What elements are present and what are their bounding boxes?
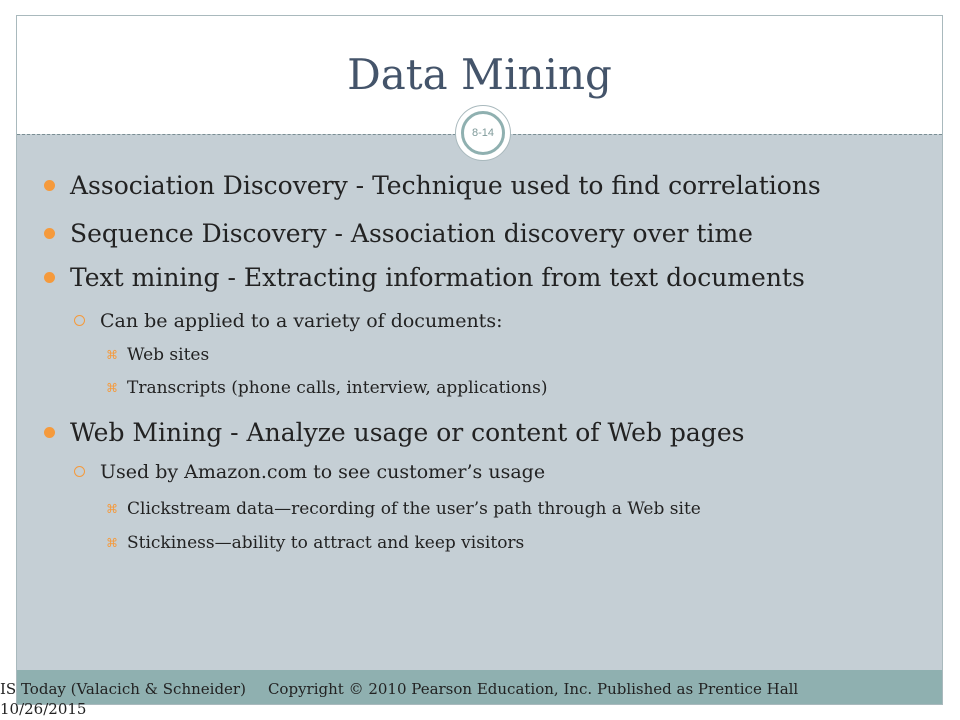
bullet-item: Text mining - Extracting information from text documents	[70, 263, 805, 292]
filled-circle-bullet-icon	[44, 427, 55, 438]
filled-circle-bullet-icon	[44, 272, 55, 283]
slide-number: 8-14	[461, 111, 505, 155]
content-panel	[17, 134, 942, 670]
hollow-circle-bullet-icon	[74, 315, 85, 326]
bullet-item: Web Mining - Analyze usage or content of Web pages	[70, 418, 745, 447]
bullet-item: Association Discovery - Technique used to find correlations	[70, 171, 821, 200]
x-mark-bullet-icon: ⌘	[106, 348, 118, 362]
filled-circle-bullet-icon	[44, 180, 55, 191]
sub-bullet-item: Can be applied to a variety of documents:	[100, 310, 503, 332]
slide-title: Data Mining	[347, 50, 612, 99]
filled-circle-bullet-icon	[44, 228, 55, 239]
footer	[0, 680, 798, 698]
x-mark-bullet-icon: ⌘	[106, 381, 118, 395]
sub-bullet-item: Used by Amazon.com to see customer’s usage	[100, 461, 546, 483]
footer-copyright: Copyright © 2010 Pearson Education, Inc. Published as Prentice Hall	[267, 680, 799, 698]
footer-date: 10/26/2015	[0, 700, 87, 718]
hollow-circle-bullet-icon	[74, 466, 85, 477]
sub-sub-bullet-item: Clickstream data—recording of the user’s path through a Web site	[127, 499, 701, 519]
sub-sub-bullet-item: Transcripts (phone calls, interview, applications)	[127, 378, 548, 398]
sub-sub-bullet-item: Web sites	[127, 345, 210, 365]
x-mark-bullet-icon: ⌘	[106, 536, 118, 550]
bullet-item: Sequence Discovery - Association discovery over time	[70, 219, 753, 248]
sub-sub-bullet-item: Stickiness—ability to attract and keep visitors	[127, 533, 525, 553]
footer-source: IS Today (Valacich & Schneider)	[0, 680, 246, 698]
x-mark-bullet-icon: ⌘	[106, 502, 118, 516]
slide-number-badge	[455, 105, 511, 161]
